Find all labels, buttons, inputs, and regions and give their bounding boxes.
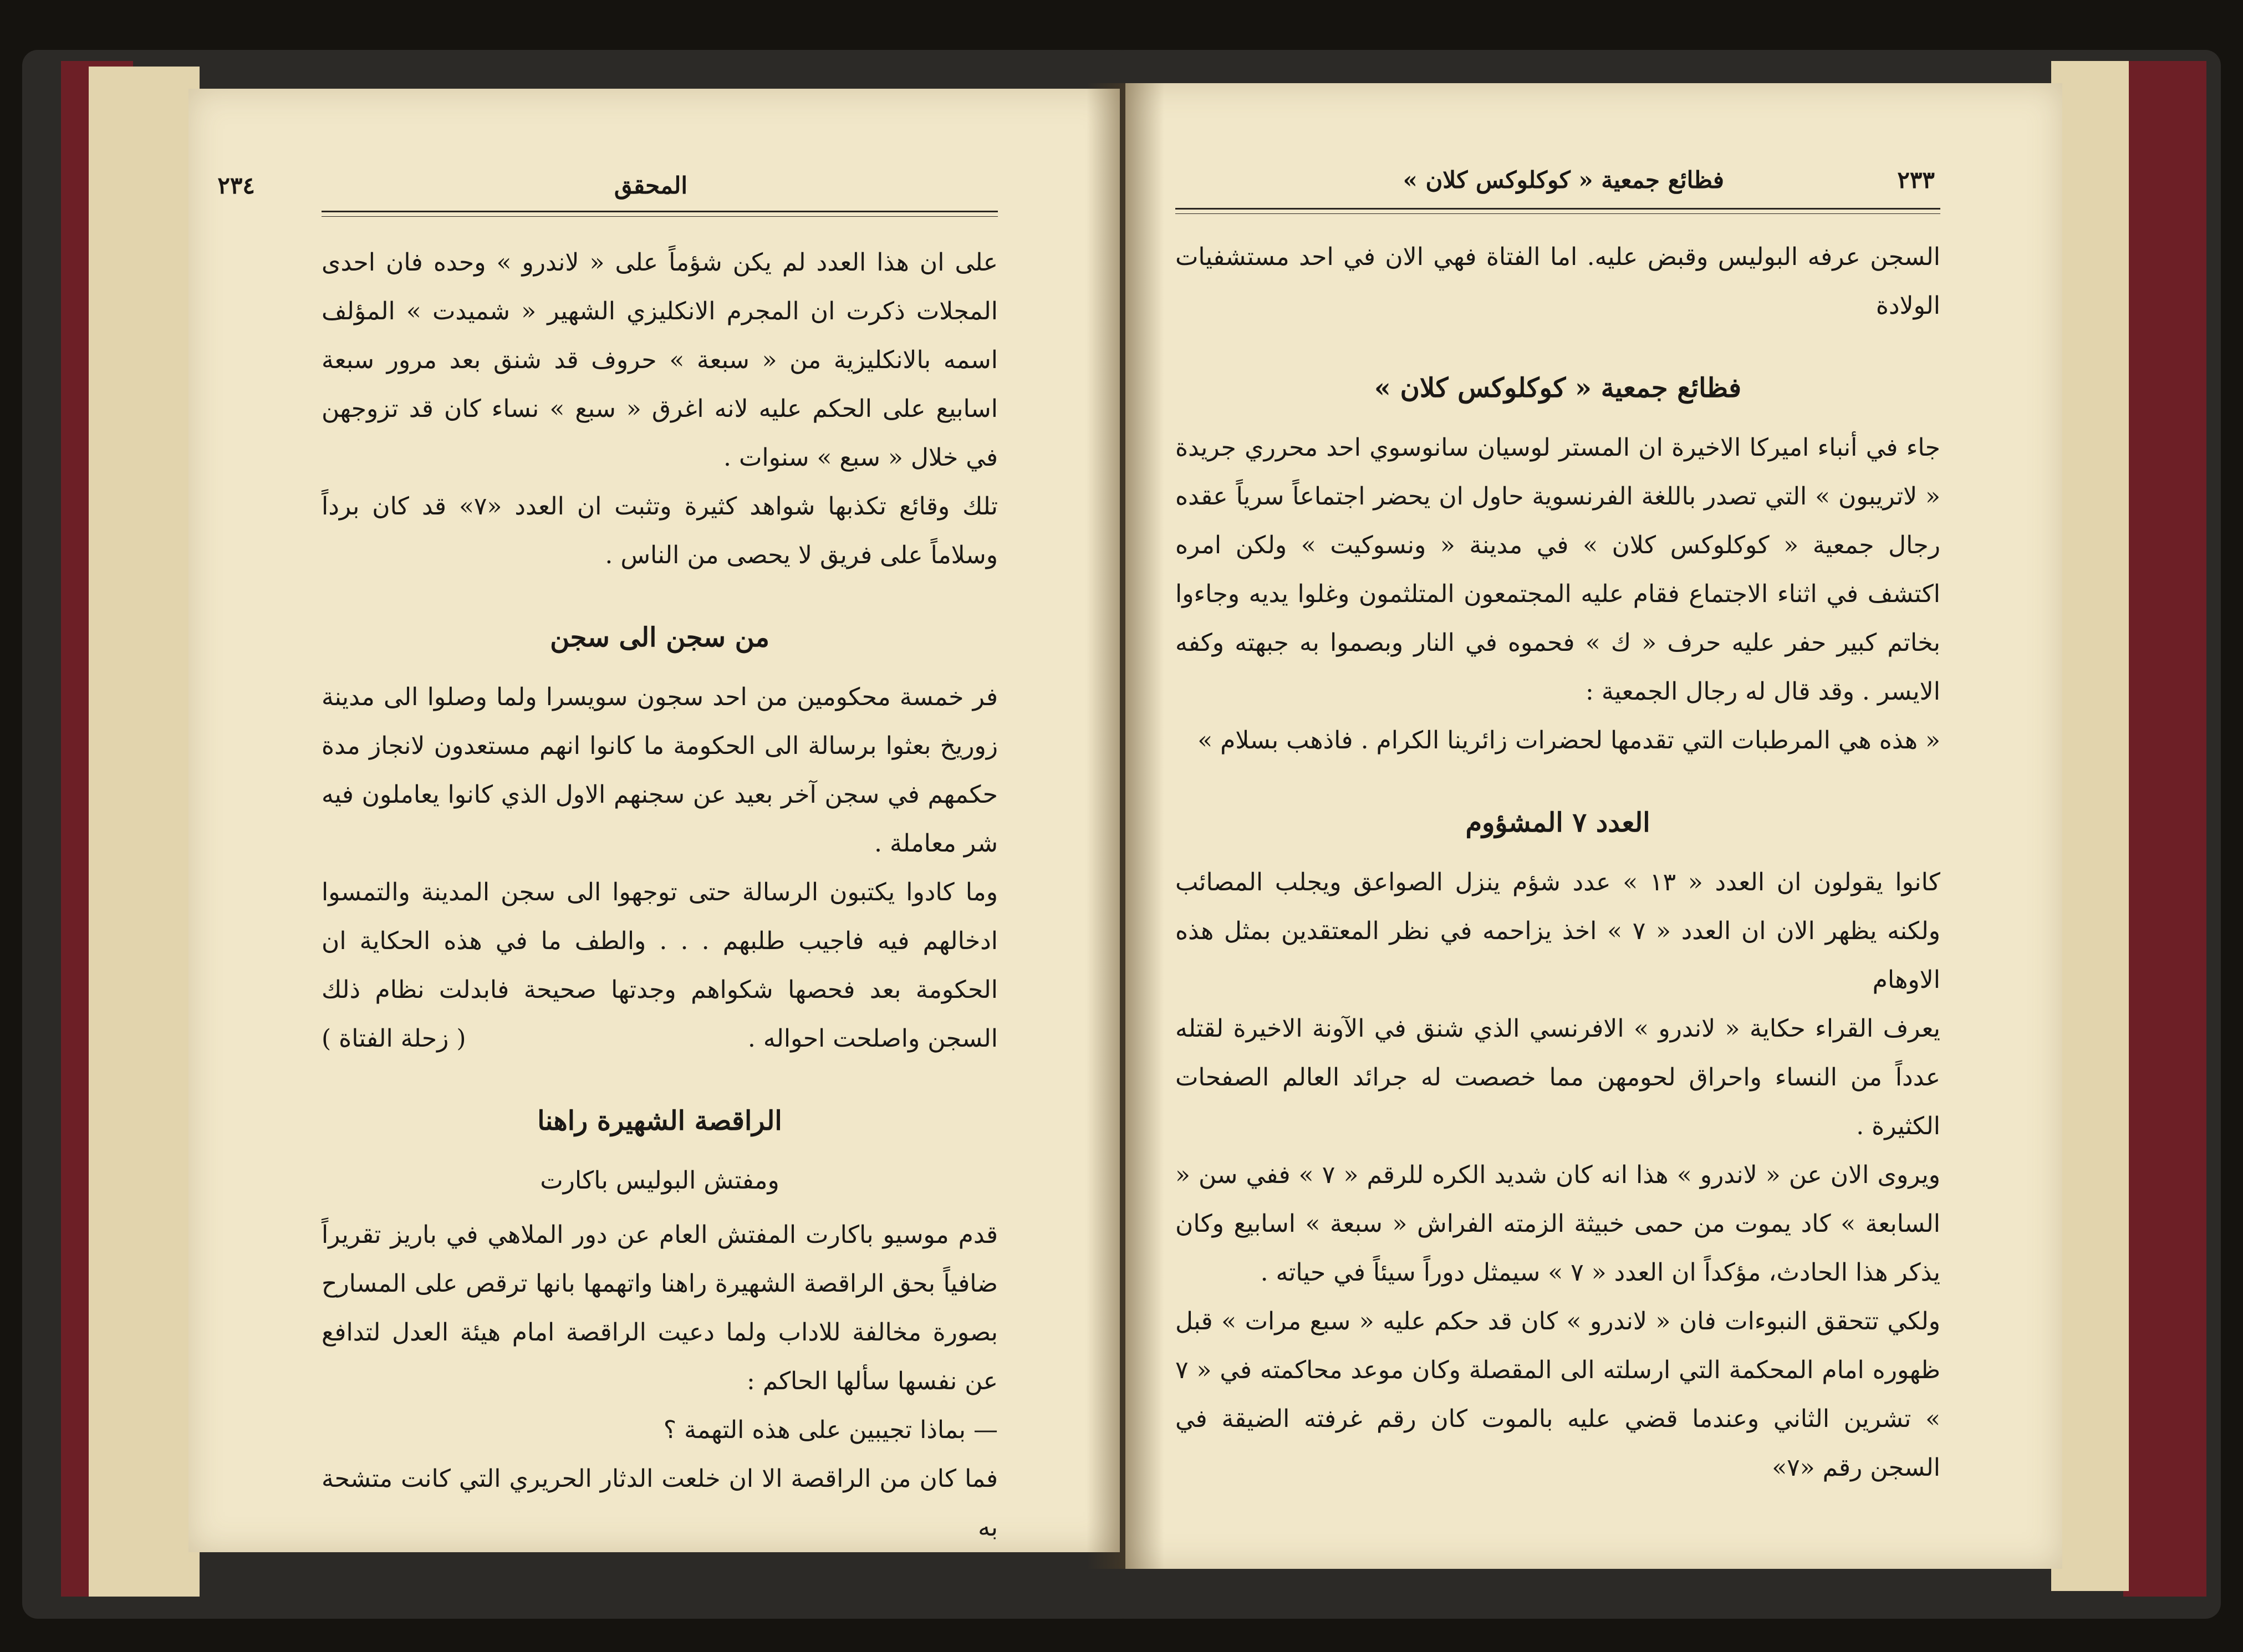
paragraph: كانوا يقولون ان العدد « ١٣ » عدد شؤم ينزل الصواعق ويجلب المصائب ولكنه يظهر الان ان العدد « ٧ » اخذ يزاحمه في نظر المعتقدين بمثل هذه الاوهام [1175,868,1940,994]
left-page-header [188,172,1120,211]
right-page-number: ٢٣٣ [1897,166,1935,193]
paragraph: « هذه هي المرطبات التي تقدمها لحضرات زائرينا الكرام . فاذهب بسلام » [1197,726,1940,754]
paragraph: جاء في أنباء اميركا الاخيرة ان المستر لوسيان سانوسوي احد محرري جريدة « لاتريبون » التي تصدر باللغة الفرنسوية حاول ان يحضر اجتماعاً سرياً عقده رجال جمعية « كوكلوكس كلان » في مدينة « ونسوكيت » ولكن امره اكتشف في اثناء الاجتماع فقام عليه المجتمعون المتلثمون وغلوا يديه وجاءوا بخاتم كبير حفر عليه حرف « ك » فحموه في النار وبصموا به جبهته وكفه الايسر . وقد قال له رجال الجمعية : [1175,434,1940,706]
paragraph [322,868,998,1063]
section-title: فظائع جمعية « كوكلوكس كلان » [1374,373,1742,404]
section-title: من سجن الى سجن [550,622,769,653]
paragraph: فر خمسة محكومين من احد سجون سويسرا ولما وصلوا الى مدينة زوريخ بعثوا برسالة الى الحكومة ما كانوا انهم مستعدون لانجاز مدة حكمهم في سجن آخر بعيد عن سجنهم الاول الذي كانوا يعاملون فيه شر معاملة . [322,683,998,858]
page-edges-right [2051,61,2129,1591]
paragraph: على ان هذا العدد لم يكن شؤماً على « لاندرو » وحده فان احدى المجلات ذكرت ان المجرم الانكليزي الشهير « شميدت » المؤلف اسمه بالانكليزية من « سبعة » حروف قد شنق بعد مرور سبعة اسابيع على الحكم عليه لانه اغرق « سبع » نساء كان قد تزوجهن في خلال « سبع » سنوات . [322,248,998,472]
book-gutter [1087,83,1164,1569]
right-page [1125,83,2062,1569]
source-citation: ( زحلة الفتاة ) [322,1024,466,1053]
paragraph: قدم موسيو باكارت المفتش العام عن دور الملاهي في باريز تقريراً ضافياً بحق الراقصة الشهيرة راهنا واتهمها بانها ترقص على المسارح بصورة مخالفة للاداب ولما دعيت الراقصة امام هيئة العدل لتدافع عن نفسها سألها الحاكم : [322,1221,998,1395]
section-title: العدد ٧ المشؤوم [1465,807,1650,838]
paragraph: يعرف القراء حكاية « لاندرو » الافرنسي الذي شنق في الآونة الاخيرة لقتله عدداً من النساء واحراق لحومهن مما خصصت له جرائد العالم الصفحات الكثيرة . [1175,1014,1940,1140]
paragraph: ويروى الان عن « لاندرو » هذا انه كان شديد الكره للرقم « ٧ » ففي سن « السابعة » كاد يموت من حمى خبيثة الزمته الفراش « سبعة » اسابيع وكان يذكر هذا الحادث، مؤكداً ان العدد « ٧ » سيمثل دوراً سيئاً في حياته . [1175,1161,1940,1287]
paragraph: — بماذا تجيبين على هذه التهمة ؟ [663,1416,998,1444]
paragraph: تلك وقائع تكذبها شواهد كثيرة وتثبت ان العدد «٧» قد كان برداً وسلاماً على فريق لا يحصى من الناس . [322,492,998,569]
left-page [188,89,1120,1552]
right-page-body [1175,233,1940,1492]
right-header-rule [1175,208,1940,210]
left-header-rule-thin [322,216,998,217]
right-running-title: فظائع جمعية « كوكلوكس كلان » [1403,166,1724,193]
paragraph: ولكي تتحقق النبوءات فان « لاندرو » كان قد حكم عليه « سبع مرات » قبل ظهوره امام المحكمة التي ارسلته الى المقصلة وكان موعد محاكمته في « ٧ » تشرين الثاني وعندما قضي عليه بالموت كان رقم غرفته الضيقة في السجن رقم «٧» [1175,1307,1940,1482]
paragraph-text: وما كادوا يكتبون الرسالة حتى توجهوا الى سجن المدينة والتمسوا ادخالهم فيه فاجيب طلبهم . . . والطف ما في هذه الحكاية ان الحكومة بعد فحصها شكواهم وجدتها صحيحة فابدلت نظام ذلك السجن واصلحت احواله . [322,878,998,1053]
section-title: الراقصة الشهيرة راهنا [537,1105,782,1136]
left-header-rule [322,211,998,212]
section-subtitle: ومفتش البوليس باكارت [540,1166,779,1195]
left-page-number: ٢٣٤ [217,172,255,199]
cloth-binding-right [2123,61,2206,1597]
page-edges-left [89,67,200,1597]
paragraph: فما كان من الراقصة الا ان خلعت الدثار الحريري التي كانت متشحة به [322,1465,998,1542]
right-header-rule-thin [1175,213,1940,214]
right-page-header [1125,166,2062,205]
left-running-title: المحقق [614,172,687,199]
intro-line: السجن عرفه البوليس وقبض عليه. اما الفتاة فهي الان في احد مستشفيات الولادة [1175,243,1940,320]
left-page-body [322,238,998,1552]
